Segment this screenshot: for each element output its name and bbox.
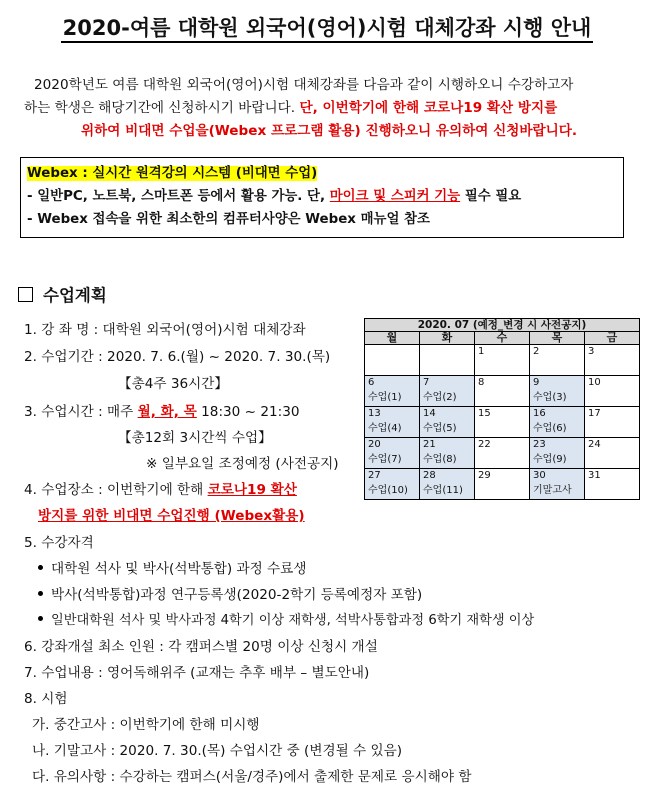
section-heading <box>18 282 107 306</box>
calendar-day-cell <box>475 407 530 438</box>
calendar-header: 2020. 07 (예정_변경 시 사전공지) <box>365 319 640 332</box>
calendar-date: 21 <box>423 439 436 450</box>
calendar-table <box>364 318 640 500</box>
item-time <box>24 400 300 420</box>
calendar-session-label: 수업(5) <box>423 423 457 434</box>
bullet-icon <box>38 616 43 621</box>
calendar-date: 16 <box>533 408 546 419</box>
intro-line-3 <box>24 120 634 143</box>
calendar-date: 15 <box>478 408 491 419</box>
calendar-week-row <box>365 345 640 376</box>
webex-device-text-b: 필수 필요 <box>460 189 522 204</box>
item-time-hours: 18:30 ~ 21:30 <box>196 404 300 420</box>
calendar-date: 28 <box>423 470 436 481</box>
item-location-label: 4. 수업장소 : 이번학기에 한해 <box>24 482 208 498</box>
exam-final: 나. 기말고사 : 2020. 7. 30.(목) 수업시간 중 (변경될 수 있음) <box>32 743 403 759</box>
calendar-date: 8 <box>478 377 485 388</box>
calendar-week-row <box>365 469 640 500</box>
webex-mic-speaker: 마이크 및 스피커 기능 <box>329 189 461 204</box>
item-eligibility: 5. 수강자격 <box>24 535 94 551</box>
webex-device-note <box>27 185 617 208</box>
calendar-session-label: 수업(9) <box>533 454 567 465</box>
item-exam: 8. 시험 <box>24 691 68 707</box>
calendar-day-header: 금 <box>585 332 640 345</box>
calendar-date: 23 <box>533 439 546 450</box>
calendar-day-cell <box>365 345 420 376</box>
calendar-date: 20 <box>368 439 381 450</box>
calendar-day-cell <box>420 345 475 376</box>
calendar-date: 29 <box>478 470 491 481</box>
calendar-day-cell <box>475 438 530 469</box>
calendar-day-cell <box>475 376 530 407</box>
calendar-session-label: 기말고사 <box>533 485 572 496</box>
calendar-day-header: 화 <box>420 332 475 345</box>
calendar-date: 2 <box>533 346 540 357</box>
intro-line-2-text: 하는 학생은 해당기간에 신청하시기 바랍니다. <box>24 100 300 116</box>
intro-warning-1: 단, 이번학기에 한해 코로나19 확산 방지를 <box>299 100 558 116</box>
calendar-date: 1 <box>478 346 485 357</box>
item-time-total: 【총12회 3시간씩 수업】 <box>118 430 272 446</box>
calendar-day-cell <box>530 469 585 500</box>
calendar-date: 27 <box>368 470 381 481</box>
eligibility-text-2: 박사(석박통합)과정 연구등록생(2020-2학기 등록예정자 포함) <box>51 587 423 603</box>
calendar-day-cell <box>585 438 640 469</box>
calendar-day-cell <box>530 407 585 438</box>
section-heading-text: 수업계획 <box>43 286 107 305</box>
calendar-day-header: 월 <box>365 332 420 345</box>
calendar-session-label: 수업(8) <box>423 454 457 465</box>
item-min-enrollment: 6. 강좌개설 최소 인원 : 각 캠퍼스별 20명 이상 신청시 개설 <box>24 639 378 655</box>
eligibility-item-2 <box>38 583 422 603</box>
intro-paragraph <box>24 74 634 143</box>
calendar-date: 7 <box>423 377 430 388</box>
calendar-date: 30 <box>533 470 546 481</box>
calendar-week-row <box>365 438 640 469</box>
page-title: 2020-여름 대학원 외국어(영어)시험 대체강좌 시행 안내 <box>0 12 654 42</box>
calendar-date: 17 <box>588 408 601 419</box>
bullet-icon <box>38 565 43 570</box>
calendar-day-cell <box>475 345 530 376</box>
item-location-red-1: 코로나19 확산 <box>207 482 297 498</box>
webex-heading-row <box>27 162 617 185</box>
calendar-session-label: 수업(3) <box>533 392 567 403</box>
checkbox-square-icon <box>18 287 33 302</box>
webex-heading: Webex : 실시간 원격강의 시스템 (비대면 수업) <box>27 166 318 181</box>
item-period-total: 【총4주 36시간】 <box>118 376 228 392</box>
exam-caution: 다. 유의사항 : 수강하는 캠퍼스(서울/경주)에서 출제한 문제로 응시해야 함 <box>32 769 472 785</box>
calendar-day-cell <box>365 376 420 407</box>
calendar-session-label: 수업(10) <box>368 485 408 496</box>
calendar-day-cell <box>585 407 640 438</box>
item-time-note: ※ 일부요일 조정예정 (사전공지) <box>146 456 339 472</box>
eligibility-item-3 <box>38 609 534 628</box>
calendar-session-label: 수업(4) <box>368 423 402 434</box>
calendar-day-cell <box>585 376 640 407</box>
calendar-day-cell <box>530 438 585 469</box>
calendar-day-cell <box>365 438 420 469</box>
calendar-session-label: 수업(6) <box>533 423 567 434</box>
calendar-day-header: 수 <box>475 332 530 345</box>
calendar-date: 13 <box>368 408 381 419</box>
bullet-icon <box>38 591 43 596</box>
calendar-day-header: 목 <box>530 332 585 345</box>
calendar-date: 3 <box>588 346 595 357</box>
item-location-line-2 <box>38 504 305 524</box>
eligibility-item-1 <box>38 557 306 577</box>
calendar-day-cell <box>585 345 640 376</box>
calendar-day-cell <box>365 407 420 438</box>
calendar-day-cell <box>475 469 530 500</box>
calendar-day-cell <box>530 376 585 407</box>
item-time-days: 월, 화, 목 <box>137 404 197 420</box>
webex-notice-box <box>20 157 624 238</box>
calendar-week-row <box>365 376 640 407</box>
item-content: 7. 수업내용 : 영어독해위주 (교재는 추후 배부 – 별도안내) <box>24 665 370 681</box>
calendar-day-cell <box>365 469 420 500</box>
calendar-session-label: 수업(1) <box>368 392 402 403</box>
calendar-date: 6 <box>368 377 375 388</box>
calendar-day-cell <box>530 345 585 376</box>
webex-spec-note: - Webex 접속을 위한 최소한의 컴퓨터사양은 Webex 매뉴얼 참조 <box>27 212 430 227</box>
calendar-date: 14 <box>423 408 436 419</box>
calendar-day-cell <box>420 376 475 407</box>
intro-line-1: 2020학년도 여름 대학원 외국어(영어)시험 대체강좌를 다음과 같이 시행하오니 수강하고자 <box>34 77 574 93</box>
calendar-day-cell <box>420 469 475 500</box>
item-period: 2. 수업기간 : 2020. 7. 6.(월) ~ 2020. 7. 30.(목) <box>24 349 331 365</box>
exam-midterm: 가. 중간고사 : 이번학기에 한해 미시행 <box>32 717 260 733</box>
calendar-date: 10 <box>588 377 601 388</box>
calendar-date: 31 <box>588 470 601 481</box>
calendar-session-label: 수업(11) <box>423 485 463 496</box>
item-location <box>24 478 297 498</box>
calendar-week-row <box>365 407 640 438</box>
eligibility-text-1: 대학원 석사 및 박사(석박통합) 과정 수료생 <box>51 561 307 577</box>
item-time-label: 3. 수업시간 : 매주 <box>24 404 138 420</box>
calendar-session-label: 수업(2) <box>423 392 457 403</box>
calendar-day-cell <box>420 407 475 438</box>
webex-device-text-a: - 일반PC, 노트북, 스마트폰 등에서 활용 가능. 단, <box>27 189 330 204</box>
calendar-day-cell <box>585 469 640 500</box>
calendar-session-label: 수업(7) <box>368 454 402 465</box>
calendar-date: 9 <box>533 377 540 388</box>
calendar-day-cell <box>420 438 475 469</box>
calendar-date: 24 <box>588 439 601 450</box>
item-course-name: 1. 강 좌 명 : 대학원 외국어(영어)시험 대체강좌 <box>24 322 306 338</box>
calendar-date: 22 <box>478 439 491 450</box>
intro-line-2 <box>24 97 634 120</box>
item-location-red-2: 방지를 위한 비대면 수업진행 (Webex활용) <box>38 508 305 524</box>
intro-warning-2: 위하여 비대면 수업을(Webex 프로그램 활용) 진행하오니 유의하여 신청바랍니다. <box>80 123 578 139</box>
eligibility-text-3: 일반대학원 석사 및 박사과정 4학기 이상 재학생, 석박사통합과정 6학기 재학생 이상 <box>51 613 535 628</box>
